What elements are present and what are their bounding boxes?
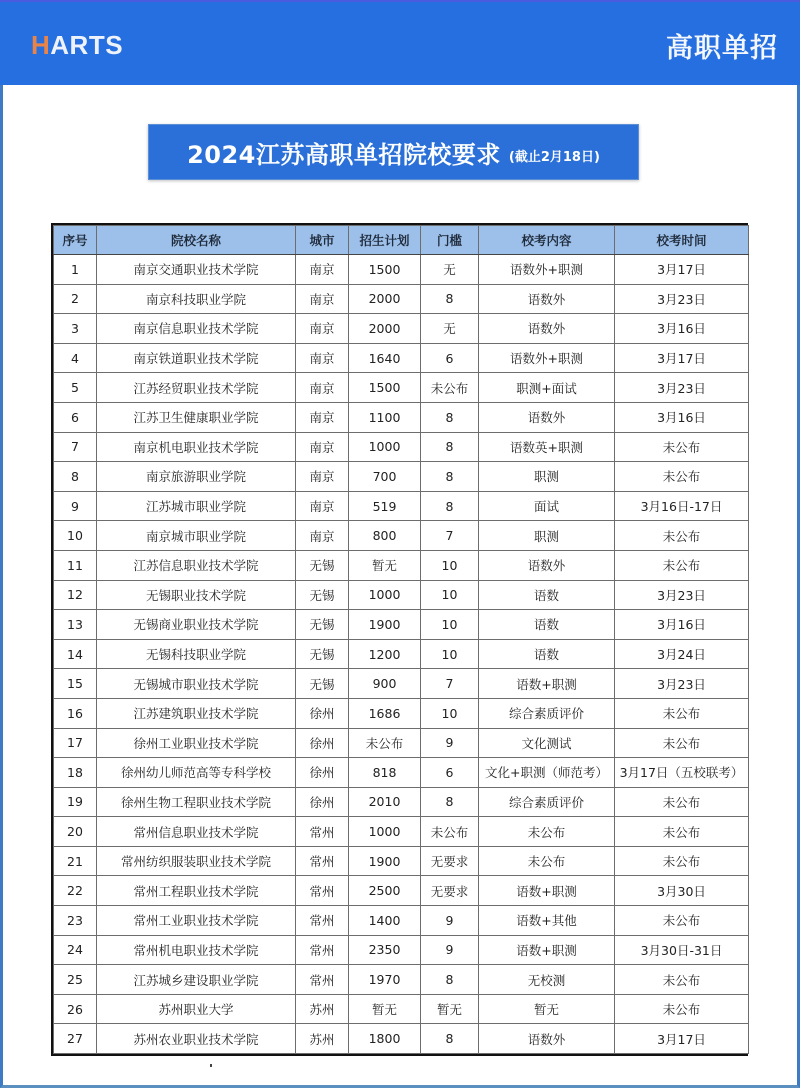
cell-threshold: 7 [421, 521, 479, 551]
brand-logo-accent-letter: H [31, 30, 51, 60]
cell-city: 南京 [296, 284, 349, 314]
cell-exam-content: 未公布 [479, 817, 615, 847]
cell-exam-date: 未公布 [615, 787, 749, 817]
table-row [54, 580, 749, 610]
cell-exam-date: 3月24日 [615, 639, 749, 669]
cell-index: 6 [54, 402, 97, 432]
table-row [54, 314, 749, 344]
cell-threshold: 10 [421, 550, 479, 580]
cell-enrollment-plan: 2010 [349, 787, 421, 817]
cell-index: 21 [54, 846, 97, 876]
cell-threshold: 8 [421, 787, 479, 817]
cell-enrollment-plan: 800 [349, 521, 421, 551]
cell-city: 南京 [296, 343, 349, 373]
cell-city: 无锡 [296, 580, 349, 610]
cell-exam-date: 3月16日 [615, 610, 749, 640]
table-row [54, 698, 749, 728]
table-row [54, 284, 749, 314]
cell-exam-date: 未公布 [615, 846, 749, 876]
cell-index: 22 [54, 876, 97, 906]
cell-exam-content: 语数外 [479, 284, 615, 314]
table-row [54, 965, 749, 995]
table-row [54, 521, 749, 551]
cell-threshold: 6 [421, 758, 479, 788]
table-row [54, 639, 749, 669]
cell-threshold: 8 [421, 491, 479, 521]
cell-index: 16 [54, 698, 97, 728]
cell-index: 10 [54, 521, 97, 551]
top-banner [0, 0, 800, 85]
cell-index: 19 [54, 787, 97, 817]
cell-city: 常州 [296, 817, 349, 847]
cell-exam-date: 3月17日 [615, 343, 749, 373]
cell-index: 3 [54, 314, 97, 344]
cell-index: 11 [54, 550, 97, 580]
cell-city: 常州 [296, 846, 349, 876]
cell-exam-date: 未公布 [615, 906, 749, 936]
cell-enrollment-plan: 1900 [349, 610, 421, 640]
table-row [54, 846, 749, 876]
cell-city: 常州 [296, 965, 349, 995]
page-title-banner [148, 124, 639, 180]
cell-exam-content: 文化测试 [479, 728, 615, 758]
cell-threshold: 6 [421, 343, 479, 373]
cell-threshold: 未公布 [421, 373, 479, 403]
cell-city: 苏州 [296, 994, 349, 1024]
cell-school-name: 徐州工业职业技术学院 [97, 728, 296, 758]
column-header-index: 序号 [54, 226, 97, 255]
cell-school-name: 江苏卫生健康职业学院 [97, 402, 296, 432]
cell-index: 5 [54, 373, 97, 403]
cell-enrollment-plan: 1000 [349, 432, 421, 462]
cell-threshold: 未公布 [421, 817, 479, 847]
cell-exam-content: 无校测 [479, 965, 615, 995]
cell-city: 常州 [296, 906, 349, 936]
cell-threshold: 无 [421, 314, 479, 344]
cell-exam-date: 未公布 [615, 698, 749, 728]
cell-exam-date: 3月23日 [615, 669, 749, 699]
cell-index: 9 [54, 491, 97, 521]
cell-exam-content: 语数外+职测 [479, 255, 615, 285]
cell-school-name: 南京信息职业技术学院 [97, 314, 296, 344]
table-header [54, 226, 749, 255]
table-row [54, 817, 749, 847]
cell-exam-content: 语数外 [479, 402, 615, 432]
cell-index: 17 [54, 728, 97, 758]
cell-index: 20 [54, 817, 97, 847]
table-row [54, 373, 749, 403]
cell-index: 1 [54, 255, 97, 285]
cell-exam-content: 语数外+职测 [479, 343, 615, 373]
cell-enrollment-plan: 2000 [349, 314, 421, 344]
cell-threshold: 8 [421, 1024, 479, 1054]
cell-school-name: 南京科技职业学院 [97, 284, 296, 314]
cell-school-name: 江苏城乡建设职业学院 [97, 965, 296, 995]
cell-exam-content: 语数外 [479, 1024, 615, 1054]
cell-exam-content: 文化+职测（师范考） [479, 758, 615, 788]
cell-exam-date: 3月30日-31日 [615, 935, 749, 965]
cell-exam-date: 未公布 [615, 817, 749, 847]
table-row [54, 935, 749, 965]
cell-city: 无锡 [296, 610, 349, 640]
cell-index: 2 [54, 284, 97, 314]
table-row [54, 906, 749, 936]
cell-threshold: 10 [421, 610, 479, 640]
cell-school-name: 常州纺织服装职业技术学院 [97, 846, 296, 876]
table-row [54, 787, 749, 817]
cell-exam-content: 语数 [479, 610, 615, 640]
cell-school-name: 江苏建筑职业技术学院 [97, 698, 296, 728]
cell-exam-content: 综合素质评价 [479, 787, 615, 817]
cell-city: 无锡 [296, 639, 349, 669]
cell-index: 26 [54, 994, 97, 1024]
cell-index: 24 [54, 935, 97, 965]
cell-threshold: 8 [421, 402, 479, 432]
cell-city: 常州 [296, 876, 349, 906]
cell-threshold: 无要求 [421, 846, 479, 876]
cell-exam-date: 未公布 [615, 965, 749, 995]
cell-school-name: 江苏经贸职业技术学院 [97, 373, 296, 403]
cell-index: 23 [54, 906, 97, 936]
cell-threshold: 无 [421, 255, 479, 285]
cell-index: 4 [54, 343, 97, 373]
cell-city: 徐州 [296, 728, 349, 758]
cell-school-name: 南京机电职业技术学院 [97, 432, 296, 462]
table-row [54, 491, 749, 521]
cell-index: 12 [54, 580, 97, 610]
cell-exam-content: 暂无 [479, 994, 615, 1024]
table-row [54, 758, 749, 788]
page-subtitle-deadline: (截止2月18日) [508, 149, 600, 165]
cell-city: 无锡 [296, 669, 349, 699]
cell-exam-content: 语数外 [479, 314, 615, 344]
cell-exam-content: 职测 [479, 521, 615, 551]
brand-logo [31, 30, 123, 61]
cell-city: 南京 [296, 521, 349, 551]
cell-enrollment-plan: 1000 [349, 580, 421, 610]
cell-school-name: 徐州生物工程职业技术学院 [97, 787, 296, 817]
schools-table [53, 225, 749, 1054]
cell-enrollment-plan: 暂无 [349, 550, 421, 580]
cell-city: 南京 [296, 402, 349, 432]
cell-exam-date: 未公布 [615, 728, 749, 758]
cell-threshold: 7 [421, 669, 479, 699]
table-row [54, 876, 749, 906]
cell-exam-date: 3月17日 [615, 1024, 749, 1054]
cell-school-name: 常州工业职业技术学院 [97, 906, 296, 936]
cell-enrollment-plan: 1400 [349, 906, 421, 936]
cell-threshold: 9 [421, 906, 479, 936]
cell-school-name: 南京交通职业技术学院 [97, 255, 296, 285]
table-body [54, 255, 749, 1054]
cell-exam-date: 3月23日 [615, 580, 749, 610]
cell-city: 徐州 [296, 698, 349, 728]
cell-exam-content: 语数+职测 [479, 876, 615, 906]
cell-threshold: 8 [421, 965, 479, 995]
cell-exam-date: 未公布 [615, 550, 749, 580]
category-label: 高职单招 [666, 33, 778, 64]
column-header-threshold: 门槛 [421, 226, 479, 255]
cell-enrollment-plan: 1000 [349, 817, 421, 847]
schools-table-container [51, 223, 748, 1056]
table-header-row [54, 226, 749, 255]
cell-threshold: 9 [421, 728, 479, 758]
cell-school-name: 江苏城市职业学院 [97, 491, 296, 521]
cell-exam-date: 3月16日-17日 [615, 491, 749, 521]
cell-exam-content: 语数+职测 [479, 669, 615, 699]
cell-enrollment-plan: 1500 [349, 255, 421, 285]
cell-school-name: 江苏信息职业技术学院 [97, 550, 296, 580]
cell-school-name: 南京旅游职业学院 [97, 462, 296, 492]
column-header-exam-content: 校考内容 [479, 226, 615, 255]
table-row [54, 343, 749, 373]
table-row [54, 432, 749, 462]
cell-exam-date: 3月16日 [615, 402, 749, 432]
cell-enrollment-plan: 暂无 [349, 994, 421, 1024]
brand-logo-text: ARTS [50, 30, 124, 60]
cell-exam-date: 3月30日 [615, 876, 749, 906]
cell-threshold: 8 [421, 284, 479, 314]
cell-city: 南京 [296, 462, 349, 492]
cell-exam-date: 未公布 [615, 994, 749, 1024]
cell-city: 南京 [296, 491, 349, 521]
cell-index: 27 [54, 1024, 97, 1054]
table-row [54, 402, 749, 432]
table-row [54, 669, 749, 699]
cell-exam-date: 未公布 [615, 462, 749, 492]
cell-enrollment-plan: 1100 [349, 402, 421, 432]
cell-index: 14 [54, 639, 97, 669]
table-row [54, 550, 749, 580]
cell-threshold: 10 [421, 698, 479, 728]
page-title: 2024江苏高职单招院校要求 [187, 140, 501, 169]
cell-enrollment-plan: 900 [349, 669, 421, 699]
column-header-enrollment-plan: 招生计划 [349, 226, 421, 255]
cell-school-name: 无锡城市职业技术学院 [97, 669, 296, 699]
cell-exam-content: 职测 [479, 462, 615, 492]
cell-enrollment-plan: 1200 [349, 639, 421, 669]
cell-school-name: 无锡商业职业技术学院 [97, 610, 296, 640]
cell-exam-date: 3月23日 [615, 373, 749, 403]
cell-school-name: 无锡职业技术学院 [97, 580, 296, 610]
table-row [54, 610, 749, 640]
cell-school-name: 南京城市职业学院 [97, 521, 296, 551]
cell-exam-date: 未公布 [615, 521, 749, 551]
cell-enrollment-plan: 2500 [349, 876, 421, 906]
cell-exam-content: 语数英+职测 [479, 432, 615, 462]
cell-exam-date: 未公布 [615, 432, 749, 462]
cell-threshold: 9 [421, 935, 479, 965]
cell-city: 南京 [296, 373, 349, 403]
cell-city: 徐州 [296, 787, 349, 817]
cell-exam-content: 语数 [479, 580, 615, 610]
cell-enrollment-plan: 700 [349, 462, 421, 492]
cell-threshold: 暂无 [421, 994, 479, 1024]
cell-exam-content: 职测+面试 [479, 373, 615, 403]
cell-enrollment-plan: 1900 [349, 846, 421, 876]
cell-index: 25 [54, 965, 97, 995]
table-row [54, 1024, 749, 1054]
cell-school-name: 苏州农业职业技术学院 [97, 1024, 296, 1054]
cell-index: 15 [54, 669, 97, 699]
cell-city: 无锡 [296, 550, 349, 580]
cell-exam-date: 3月23日 [615, 284, 749, 314]
cell-index: 13 [54, 610, 97, 640]
cell-exam-date: 3月17日 [615, 255, 749, 285]
cell-enrollment-plan: 519 [349, 491, 421, 521]
cell-school-name: 常州工程职业技术学院 [97, 876, 296, 906]
column-header-exam-date: 校考时间 [615, 226, 749, 255]
cell-threshold: 10 [421, 580, 479, 610]
cell-enrollment-plan: 1500 [349, 373, 421, 403]
table-row [54, 994, 749, 1024]
cell-exam-content: 综合素质评价 [479, 698, 615, 728]
cell-index: 8 [54, 462, 97, 492]
cell-exam-content: 语数+其他 [479, 906, 615, 936]
cell-enrollment-plan: 818 [349, 758, 421, 788]
cell-threshold: 8 [421, 462, 479, 492]
cell-exam-date: 3月16日 [615, 314, 749, 344]
cell-enrollment-plan: 未公布 [349, 728, 421, 758]
cell-city: 南京 [296, 255, 349, 285]
cell-school-name: 徐州幼儿师范高等专科学校 [97, 758, 296, 788]
cell-school-name: 常州机电职业技术学院 [97, 935, 296, 965]
cell-city: 苏州 [296, 1024, 349, 1054]
column-header-school-name: 院校名称 [97, 226, 296, 255]
table-row [54, 728, 749, 758]
cell-enrollment-plan: 1686 [349, 698, 421, 728]
cell-exam-content: 面试 [479, 491, 615, 521]
cell-school-name: 无锡科技职业学院 [97, 639, 296, 669]
cell-exam-content: 未公布 [479, 846, 615, 876]
cell-exam-content: 语数 [479, 639, 615, 669]
cell-enrollment-plan: 2350 [349, 935, 421, 965]
cell-city: 南京 [296, 314, 349, 344]
cell-threshold: 8 [421, 432, 479, 462]
cell-city: 常州 [296, 935, 349, 965]
table-row [54, 462, 749, 492]
table-row [54, 255, 749, 285]
column-header-city: 城市 [296, 226, 349, 255]
cell-school-name: 南京铁道职业技术学院 [97, 343, 296, 373]
cell-threshold: 10 [421, 639, 479, 669]
cell-school-name: 常州信息职业技术学院 [97, 817, 296, 847]
cell-enrollment-plan: 1640 [349, 343, 421, 373]
cell-threshold: 无要求 [421, 876, 479, 906]
cell-exam-content: 语数+职测 [479, 935, 615, 965]
cell-index: 18 [54, 758, 97, 788]
cell-enrollment-plan: 2000 [349, 284, 421, 314]
cell-enrollment-plan: 1800 [349, 1024, 421, 1054]
cell-city: 徐州 [296, 758, 349, 788]
stray-mark [210, 1064, 212, 1067]
cell-enrollment-plan: 1970 [349, 965, 421, 995]
cell-city: 南京 [296, 432, 349, 462]
cell-school-name: 苏州职业大学 [97, 994, 296, 1024]
cell-exam-content: 语数外 [479, 550, 615, 580]
cell-index: 7 [54, 432, 97, 462]
cell-exam-date: 3月17日（五校联考） [615, 758, 749, 788]
